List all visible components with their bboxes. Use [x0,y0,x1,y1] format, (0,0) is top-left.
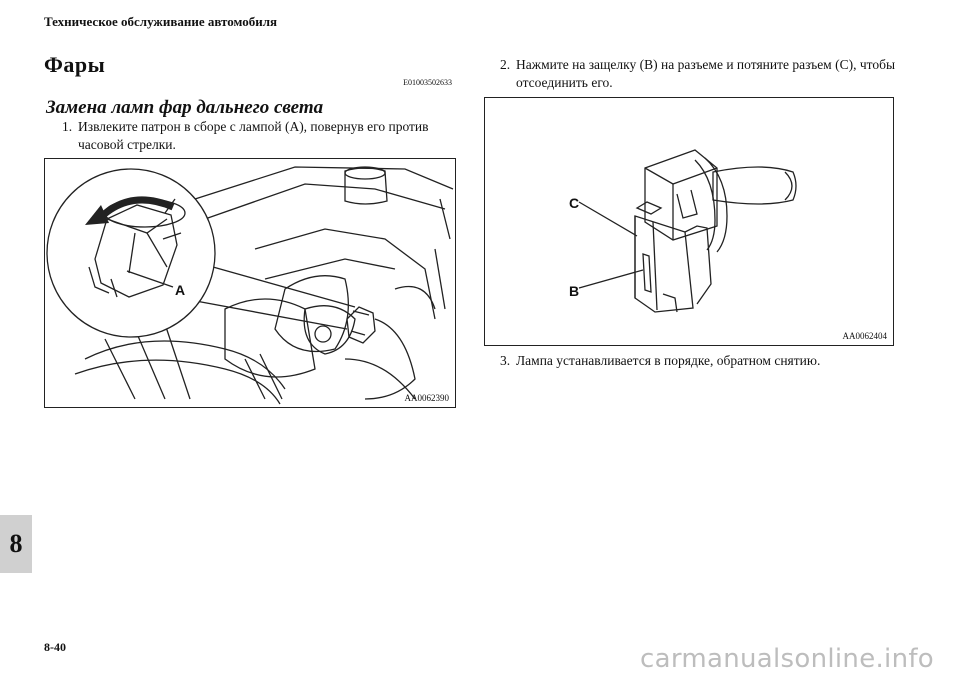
label-c: C [569,195,580,211]
figure-code: AA0062404 [842,331,887,341]
engine-bay-illustration [45,159,455,407]
page-header: Техническое обслуживание автомобиля [44,14,278,29]
watermark: carmanualsonline.info [640,644,935,674]
label-b: B [569,283,580,299]
chapter-tab: 8 [0,515,32,573]
step-1 [62,118,462,154]
step-text: Лампа устанавливается в порядке, обратном снятию. [516,353,821,368]
page-number: 8-40 [44,640,66,654]
step-2 [500,56,900,92]
figure-code: AA0062390 [404,393,449,403]
label-a: A [175,282,186,298]
bulb-connector-illustration [485,98,893,345]
subsection-title: Замена ламп фар дальнего света [46,97,324,118]
step-text: Нажмите на защелку (B) на разъеме и потяните разъем (C), чтобы отсоединить его. [516,57,896,90]
step-number: 3. [500,353,511,368]
figure-bulb-connector [484,97,894,346]
figure-headlamp-socket [44,158,456,408]
step-text: Извлеките патрон в сборе с лампой (A), повернув его против часовой стрелки. [78,119,429,152]
step-number: 1. [62,119,73,134]
section-code: E01003502633 [403,78,452,87]
section-title: Фары [44,52,106,77]
step-3 [500,352,900,370]
step-number: 2. [500,57,511,72]
